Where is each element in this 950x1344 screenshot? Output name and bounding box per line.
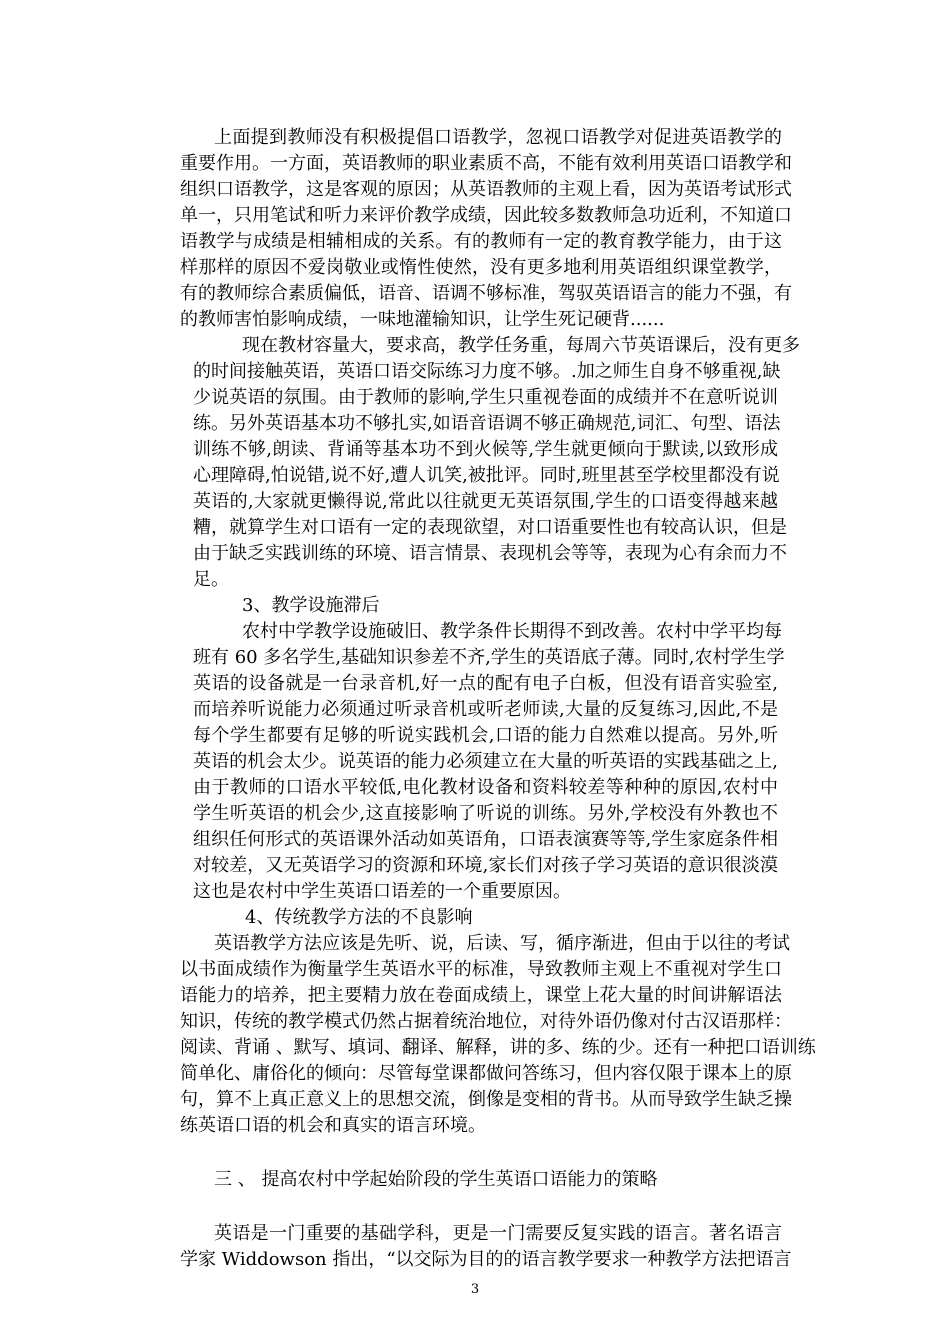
paragraph-4-line: 简单化、庸俗化的倾向：尽管每堂课都做问答练习，但内容仅限于课本上的原	[180, 1063, 792, 1084]
paragraph-3-line: 对较差，又无英语学习的资源和环境,家长们对孩子学习英语的意识很淡漠	[193, 855, 778, 876]
paragraph-3-line: 每个学生都要有足够的听说实践机会,口语的能力自然难以提高。另外,听	[193, 725, 778, 746]
paragraph-2-line: 由于缺乏实践训练的环境、语言情景、表现机会等等，表现为心有余而力不	[193, 543, 787, 564]
paragraph-3-line: 组织任何形式的英语课外活动如英语角，口语表演赛等等,学生家庭条件相	[193, 829, 778, 850]
paragraph-2-line: 训练不够,朗读、背诵等基本功不到火候等,学生就更倾向于默读,以致形成	[193, 439, 778, 460]
paragraph-1-line: 样那样的原因不爱岗敬业或惰性使然，没有更多地利用英语组织课堂教学，	[180, 257, 782, 278]
paragraph-2-line: 少说英语的氛围。由于教师的影响,学生只重视卷面的成绩并不在意听说训	[193, 387, 778, 408]
paragraph-4-line: 英语教学方法应该是先听、说，后读、写，循序渐进，但由于以往的考试	[214, 933, 790, 954]
paragraph-3-line: 英语的设备就是一台录音机,好一点的配有电子白板，但没有语音实验室,	[193, 673, 778, 694]
paragraph-4-line: 句，算不上真正意义上的思想交流，倒像是变相的背书。从而导致学生缺乏操	[180, 1089, 792, 1110]
paragraph-3-line: 学生听英语的机会少,这直接影响了听说的训练。另外,学校没有外教也不	[193, 803, 778, 824]
paragraph-3-line: 班有 60 多名学生,基础知识参差不齐,学生的英语底子薄。同时,农村学生学	[193, 647, 785, 668]
paragraph-4-line: 知识，传统的教学模式仍然占据着统治地位，对待外语仍像对付古汉语那样：	[180, 1011, 792, 1032]
paragraph-5-line: 英语是一门重要的基础学科，更是一门需要反复实践的语言。著名语言	[214, 1223, 782, 1244]
paragraph-4-line: 语能力的培养，把主要精力放在卷面成绩上，课堂上花大量的时间讲解语法	[180, 985, 782, 1006]
paragraph-2-line: 英语的,大家就更懒得说,常此以往就更无英语氛围,学生的口语变得越来越	[193, 491, 778, 512]
paragraph-1-line: 单一，只用笔试和听力来评价教学成绩，因此较多数教师急功近利，不知道口	[180, 205, 792, 226]
subsection-heading-3: 3、教学设施滞后	[242, 595, 380, 616]
paragraph-4-line: 练英语口语的机会和真实的语言环境。	[180, 1115, 486, 1136]
paragraph-2-line: 现在教材容量大，要求高，教学任务重，每周六节英语课后，没有更多	[242, 335, 800, 356]
paragraph-1-line: 语教学与成绩是相辅相成的关系。有的教师有一定的教育教学能力，由于这	[180, 231, 782, 252]
subsection-heading-4: 4、传统教学方法的不良影响	[245, 907, 473, 928]
section-heading: 三 、 提高农村中学起始阶段的学生英语口语能力的策略	[214, 1169, 658, 1190]
paragraph-1-line: 重要作用。一方面，英语教师的职业素质不高，不能有效利用英语口语教学和	[180, 153, 792, 174]
paragraph-2-line: 心理障碍,怕说错,说不好,遭人讥笑,被批评。同时,班里甚至学校里都没有说	[193, 465, 780, 486]
paragraph-2-line: 练。另外英语基本功不够扎实,如语音语调不够正确规范,词汇、句型、语法	[193, 413, 781, 434]
paragraph-3-line: 农村中学教学设施破旧、教学条件长期得不到改善。农村中学平均每	[242, 621, 782, 642]
paragraph-1-line: 的教师害怕影响成绩，一味地灌输知识，让学生死记硬背......	[180, 309, 665, 330]
paragraph-1-line: 上面提到教师没有积极提倡口语教学，忽视口语教学对促进英语教学的	[214, 127, 782, 148]
paragraph-3-line: 由于教师的口语水平较低,电化教材设备和资料较差等种种的原因,农村中	[193, 777, 778, 798]
paragraph-1-line: 有的教师综合素质偏低，语音、语调不够标准，驾驭英语语言的能力不强，有	[180, 283, 792, 304]
paragraph-4-line: 阅读、背诵 、默写、填词、翻译、解释，讲的多、练的少。还有一种把口语训练	[180, 1037, 816, 1058]
paragraph-5-line: 学家 Widdowson 指出，“以交际为目的的语言教学要求一种教学方法把语言	[180, 1249, 792, 1270]
page-number: 3	[470, 1282, 480, 1297]
paragraph-3-line: 英语的机会太少。说英语的能力必须建立在大量的听英语的实践基础之上,	[193, 751, 778, 772]
paragraph-2-line: 糟，就算学生对口语有一定的表现欲望，对口语重要性也有较高认识，但是	[193, 517, 787, 538]
paragraph-3-line: 这也是农村中学生英语口语差的一个重要原因。	[193, 881, 571, 902]
paragraph-1-line: 组织口语教学，这是客观的原因；从英语教师的主观上看，因为英语考试形式	[180, 179, 792, 200]
paragraph-4-line: 以书面成绩作为衡量学生英语水平的标准，导致教师主观上不重视对学生口	[180, 959, 782, 980]
paragraph-2-line: 的时间接触英语，英语口语交际练习力度不够。.加之师生自身不够重视,缺	[193, 361, 781, 382]
paragraph-3-line: 而培养听说能力必须通过听录音机或听老师读,大量的反复练习,因此,不是	[193, 699, 778, 720]
paragraph-2-line: 足。	[193, 569, 229, 590]
